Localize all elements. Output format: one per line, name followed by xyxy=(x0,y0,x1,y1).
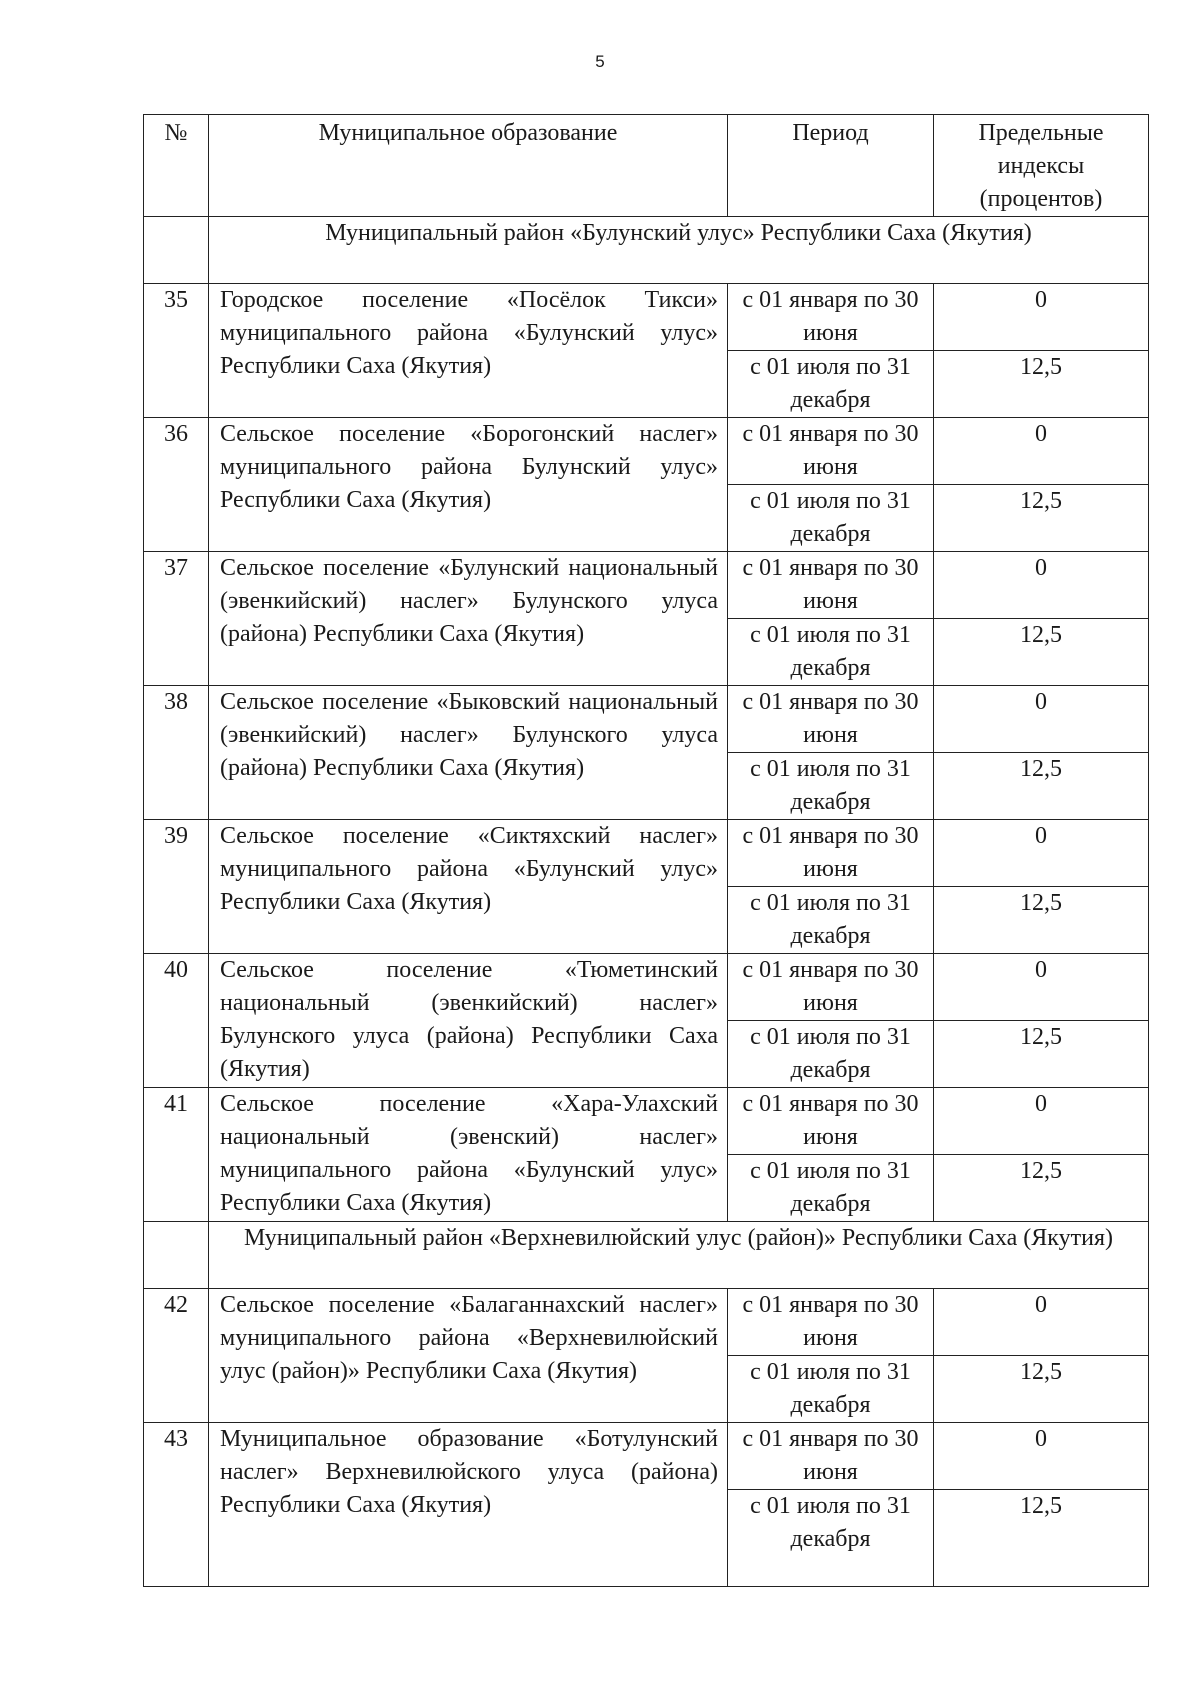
table-row xyxy=(144,284,1149,351)
period-second-half: с 01 июля по 31 декабря xyxy=(728,1021,934,1088)
table-row xyxy=(144,418,1149,485)
row-number: 35 xyxy=(144,284,209,418)
table-row xyxy=(144,1088,1149,1155)
index-first-half: 0 xyxy=(934,1289,1149,1356)
period-second-half: с 01 июля по 31 декабря xyxy=(728,887,934,954)
row-number: 36 xyxy=(144,418,209,552)
index-first-half: 0 xyxy=(934,552,1149,619)
table-row xyxy=(144,552,1149,619)
period-second-half: с 01 июля по 31 декабря xyxy=(728,619,934,686)
municipality-name: Сельское поселение «Балаганнахский наслег» муниципального района «Верхневилюйский улус (район)» Республики Саха (Якутия) xyxy=(209,1289,728,1423)
period-first-half: с 01 января по 30 июня xyxy=(728,1289,934,1356)
index-second-half: 12,5 xyxy=(934,887,1149,954)
row-number: 41 xyxy=(144,1088,209,1222)
section-empty-cell xyxy=(144,1222,209,1289)
period-first-half: с 01 января по 30 июня xyxy=(728,820,934,887)
period-second-half: с 01 июля по 31 декабря xyxy=(728,1490,934,1587)
tariff-index-table xyxy=(143,114,1149,1587)
index-first-half: 0 xyxy=(934,284,1149,351)
section-row xyxy=(144,217,1149,284)
municipality-name: Сельское поселение «Хара-Улахский национальный (эвенский) наслег» муниципального района «Булунский улус» Республики Саха (Якутия) xyxy=(209,1088,728,1222)
municipality-name: Городское поселение «Посёлок Тикси» муниципального района «Булунский улус» Республики Саха (Якутия) xyxy=(209,284,728,418)
index-second-half: 12,5 xyxy=(934,619,1149,686)
table-header-row xyxy=(144,115,1149,217)
row-number: 37 xyxy=(144,552,209,686)
header-municipality: Муниципальное образование xyxy=(209,115,728,217)
index-first-half: 0 xyxy=(934,1088,1149,1155)
row-number: 42 xyxy=(144,1289,209,1423)
period-first-half: с 01 января по 30 июня xyxy=(728,1088,934,1155)
row-number: 39 xyxy=(144,820,209,954)
index-second-half: 12,5 xyxy=(934,1021,1149,1088)
period-first-half: с 01 января по 30 июня xyxy=(728,552,934,619)
section-row xyxy=(144,1222,1149,1289)
index-first-half: 0 xyxy=(934,954,1149,1021)
index-second-half: 12,5 xyxy=(934,753,1149,820)
period-first-half: с 01 января по 30 июня xyxy=(728,1423,934,1490)
section-title: Муниципальный район «Булунский улус» Республики Саха (Якутия) xyxy=(209,217,1149,284)
section-empty-cell xyxy=(144,217,209,284)
municipality-name: Сельское поселение «Быковский национальный (эвенкийский) наслег» Булунского улуса (района) Республики Саха (Якутия) xyxy=(209,686,728,820)
period-second-half: с 01 июля по 31 декабря xyxy=(728,753,934,820)
index-second-half: 12,5 xyxy=(934,485,1149,552)
row-number: 38 xyxy=(144,686,209,820)
period-first-half: с 01 января по 30 июня xyxy=(728,418,934,485)
table-row xyxy=(144,1289,1149,1356)
period-first-half: с 01 января по 30 июня xyxy=(728,686,934,753)
period-second-half: с 01 июля по 31 декабря xyxy=(728,1356,934,1423)
index-first-half: 0 xyxy=(934,820,1149,887)
index-first-half: 0 xyxy=(934,686,1149,753)
table-row xyxy=(144,954,1149,1021)
municipality-name: Сельское поселение «Сиктяхский наслег» муниципального района «Булунский улус» Республики Саха (Якутия) xyxy=(209,820,728,954)
page-number: 5 xyxy=(595,52,605,71)
table-row xyxy=(144,820,1149,887)
municipality-name: Сельское поселение «Тюметинский национальный (эвенкийский) наслег» Булунского улуса (района) Республики Саха (Якутия) xyxy=(209,954,728,1088)
municipality-name: Муниципальное образование «Ботулунский наслег» Верхневилюйского улуса (района) Республики Саха (Якутия) xyxy=(209,1423,728,1587)
header-period: Период xyxy=(728,115,934,217)
municipality-name: Сельское поселение «Булунский национальный (эвенкийский) наслег» Булунского улуса (района) Республики Саха (Якутия) xyxy=(209,552,728,686)
municipality-name: Сельское поселение «Борогонский наслег» муниципального района Булунский улус» Республики Саха (Якутия) xyxy=(209,418,728,552)
index-first-half: 0 xyxy=(934,1423,1149,1490)
index-first-half: 0 xyxy=(934,418,1149,485)
index-second-half: 12,5 xyxy=(934,1490,1149,1587)
period-second-half: с 01 июля по 31 декабря xyxy=(728,1155,934,1222)
row-number: 40 xyxy=(144,954,209,1088)
header-num: № xyxy=(144,115,209,217)
index-second-half: 12,5 xyxy=(934,1356,1149,1423)
period-first-half: с 01 января по 30 июня xyxy=(728,284,934,351)
header-index: Предельные индексы (процентов) xyxy=(934,115,1149,217)
table-row xyxy=(144,1423,1149,1490)
section-title: Муниципальный район «Верхневилюйский улус (район)» Республики Саха (Якутия) xyxy=(209,1222,1149,1289)
index-second-half: 12,5 xyxy=(934,1155,1149,1222)
period-first-half: с 01 января по 30 июня xyxy=(728,954,934,1021)
table-row xyxy=(144,686,1149,753)
period-second-half: с 01 июля по 31 декабря xyxy=(728,351,934,418)
row-number: 43 xyxy=(144,1423,209,1587)
index-second-half: 12,5 xyxy=(934,351,1149,418)
period-second-half: с 01 июля по 31 декабря xyxy=(728,485,934,552)
